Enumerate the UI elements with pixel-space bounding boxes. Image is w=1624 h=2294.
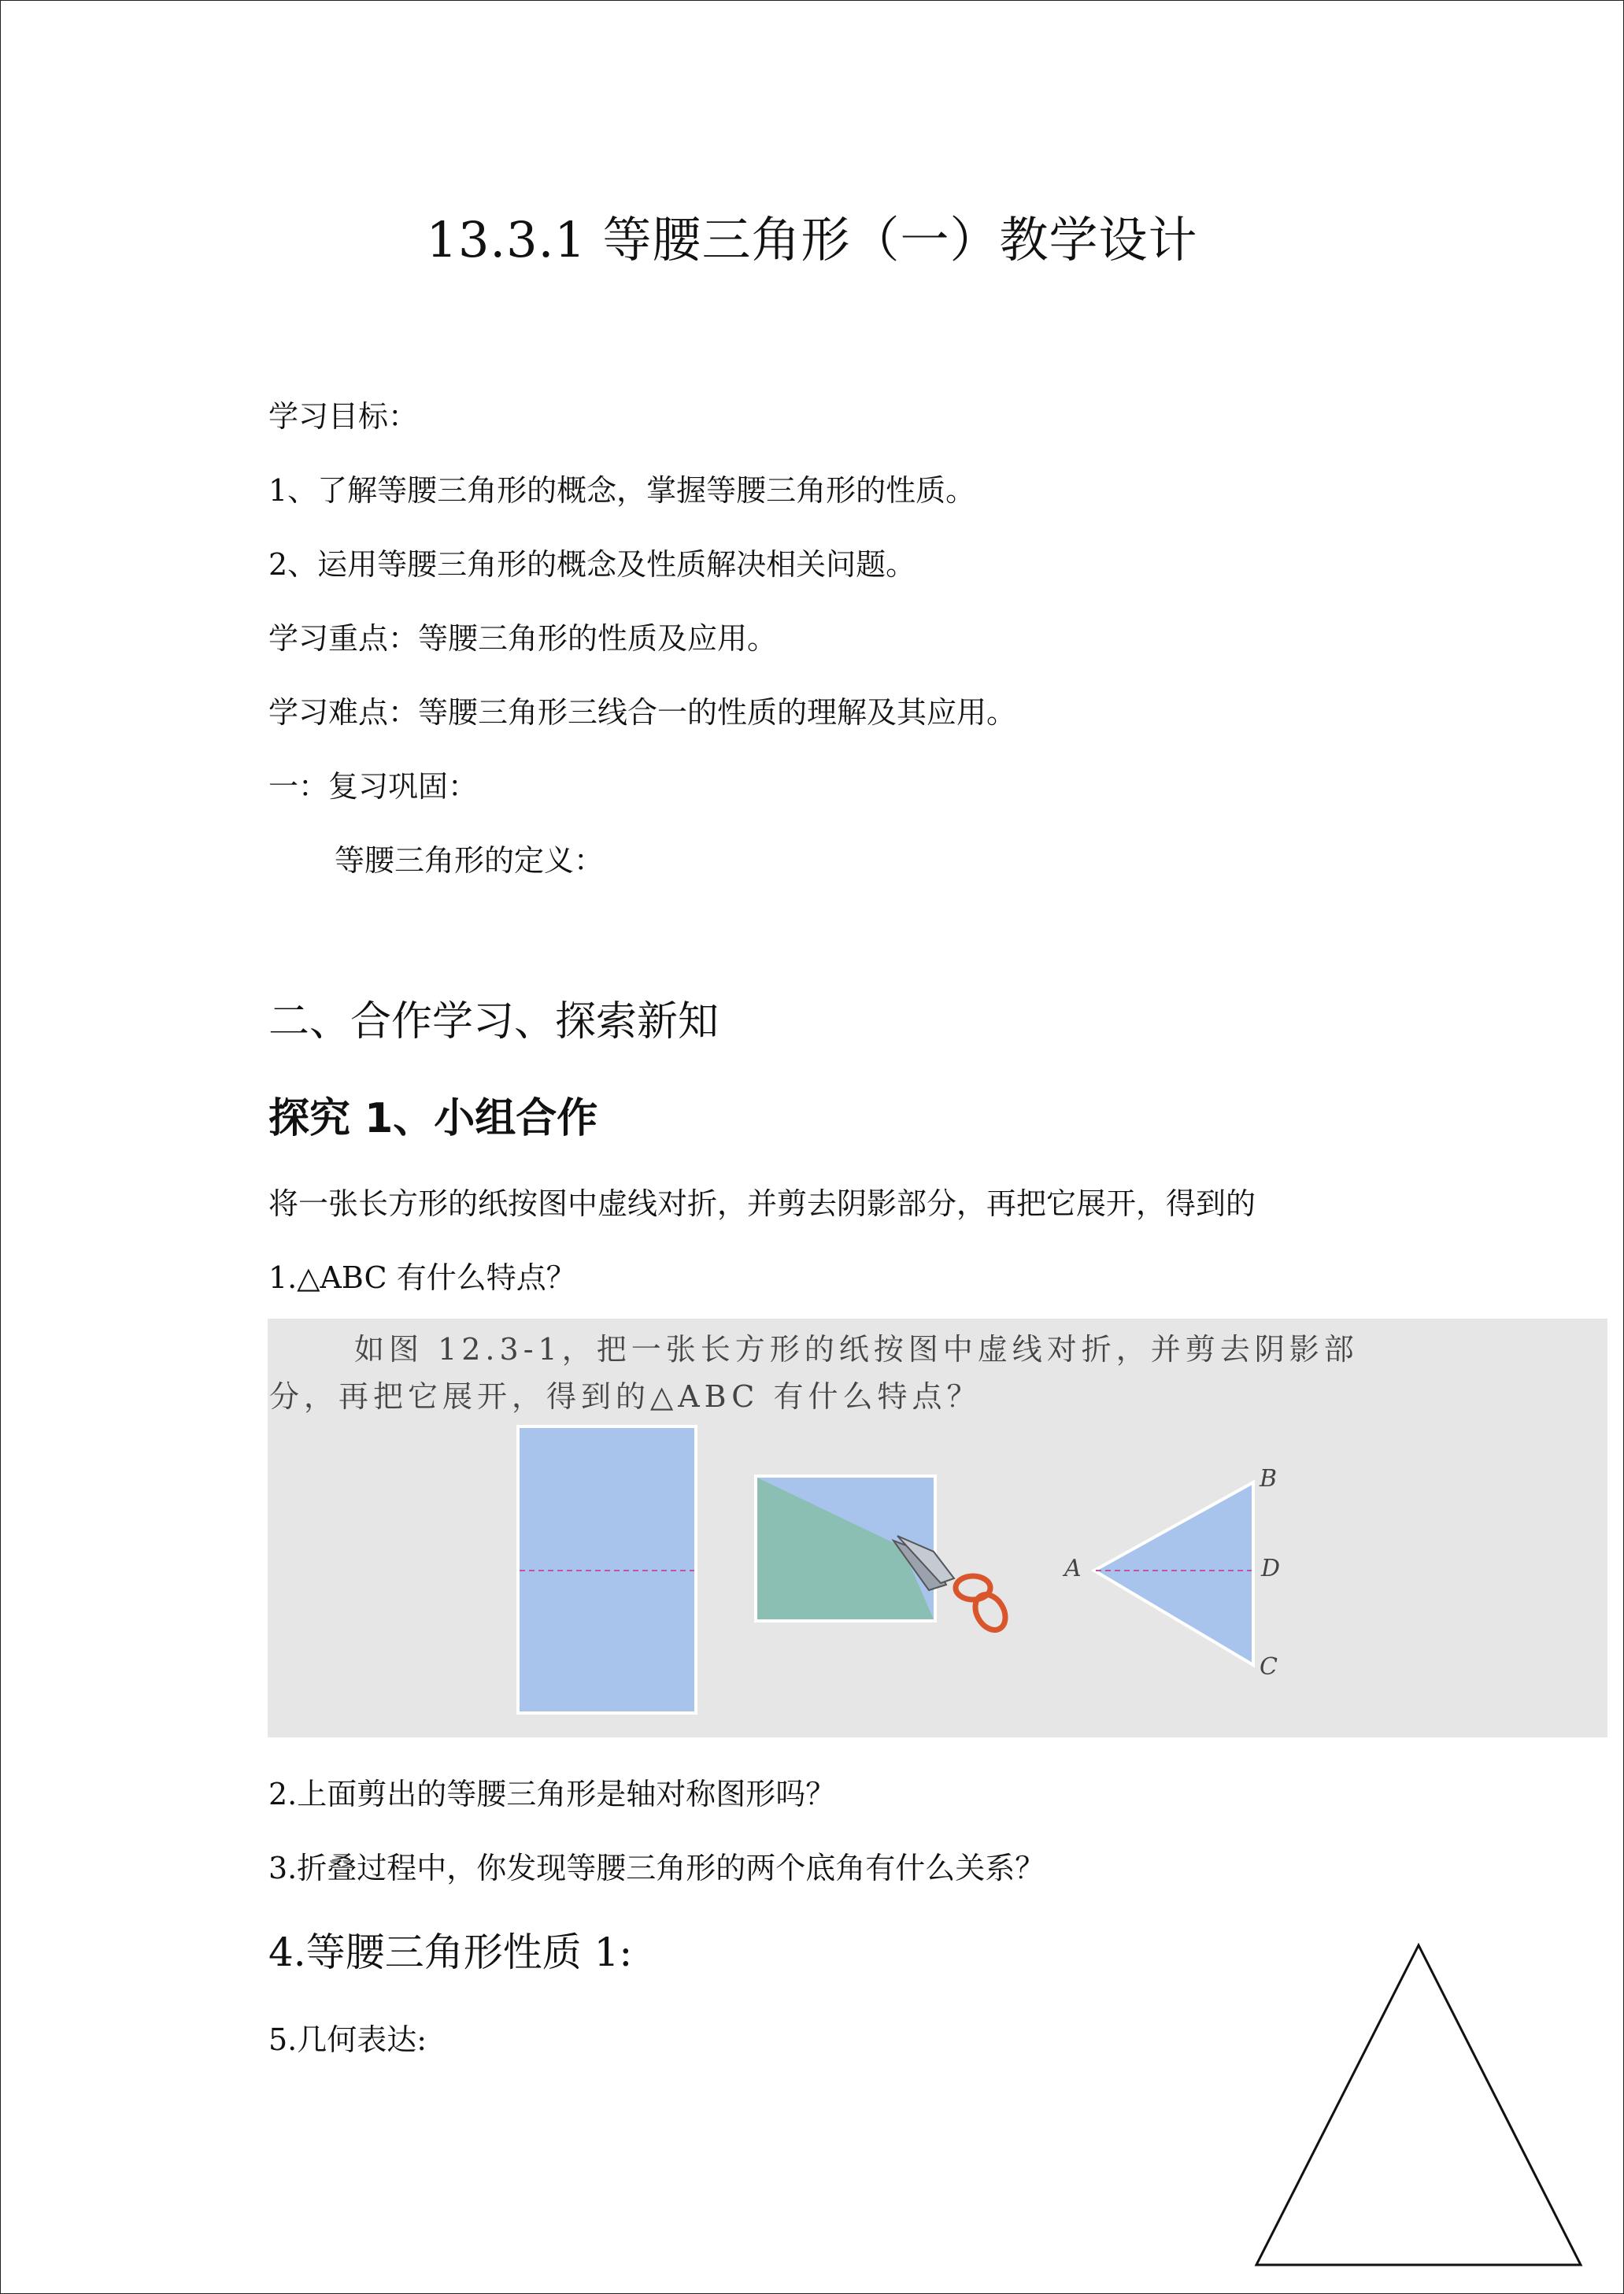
page-title: 13.3.1 等腰三角形（一）教学设计 — [426, 211, 1198, 268]
label-a: A — [1064, 1555, 1082, 1582]
objectives-heading: 学习目标： — [268, 399, 419, 434]
label-b: B — [1260, 1465, 1278, 1493]
definition-prompt: 等腰三角形的定义： — [335, 843, 605, 878]
instruction-text: 将一张长方形的纸按图中虚线对折，并剪去阴影部分，再把它展开，得到的 — [268, 1186, 1256, 1221]
objective-1: 1、了解等腰三角形的概念，掌握等腰三角形的性质。 — [268, 473, 976, 508]
isosceles-triangle-drawing — [1252, 1941, 1590, 2271]
question-1: 1.△ABC 有什么特点？ — [268, 1260, 576, 1295]
objective-2: 2、运用等腰三角形的概念及性质解决相关问题。 — [268, 547, 916, 582]
label-d: D — [1261, 1555, 1281, 1582]
figure-text-line-1: 如图 12.3-1，把一张长方形的纸按图中虚线对折，并剪去阴影部 — [354, 1332, 1359, 1367]
difficulty: 学习难点：等腰三角形三线合一的性质的理解及其应用。 — [268, 695, 1017, 730]
triangle-abc — [1094, 1482, 1253, 1665]
question-3: 3.折叠过程中，你发现等腰三角形的两个底角有什么关系？ — [268, 1851, 1045, 1885]
textbook-figure — [268, 1319, 1607, 1737]
question-2: 2.上面剪出的等腰三角形是轴对称图形吗？ — [268, 1777, 836, 1811]
label-c: C — [1260, 1653, 1278, 1681]
figure-text-line-2: 分，再把它展开，得到的△ABC 有什么特点？ — [269, 1379, 982, 1414]
review-heading: 一：复习巩固： — [268, 769, 479, 804]
geometric-expression: 5.几何表达: — [268, 2022, 427, 2057]
key-point: 学习重点：等腰三角形的性质及应用。 — [268, 621, 778, 656]
explore-1-heading: 探究 1、小组合作 — [268, 1095, 598, 1142]
property-1: 4.等腰三角形性质 1: — [268, 1930, 633, 1975]
section-2-heading: 二、合作学习、探索新知 — [268, 998, 720, 1045]
figure-illustration — [268, 1319, 1607, 1737]
